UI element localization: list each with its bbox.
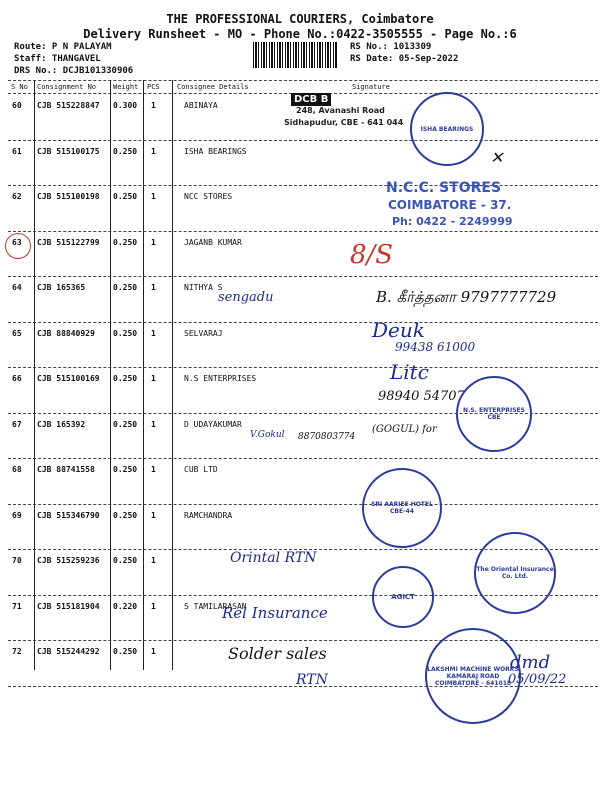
row-sno: 72 — [12, 647, 22, 656]
row-consignee: N.S ENTERPRISES — [184, 374, 257, 383]
row-consignment-no: CJB 515346790 — [37, 510, 100, 520]
row-66-signature: Litc — [390, 360, 429, 384]
row-pcs: 1 — [151, 419, 156, 429]
row-weight: 0.250 — [113, 465, 138, 474]
row-sno: 66 — [12, 374, 22, 383]
row-64-handwritten-name: sengadu — [218, 290, 274, 305]
row-72-rtn: RTN — [296, 672, 328, 688]
row-weight: 0.250 — [113, 556, 138, 565]
row-consignee: ISHA BEARINGS — [184, 146, 247, 156]
row-consignment-no: CJB 88741558 — [37, 465, 95, 474]
row-consignment-no: CJB 515100198 — [37, 192, 100, 201]
col-weight: Weight — [113, 83, 139, 91]
col-consignee: Consignee Details — [177, 83, 249, 91]
row-consignee: RAMCHANDRA — [184, 510, 233, 520]
row-63-circle-mark — [5, 233, 31, 259]
row-pcs: 1 — [151, 647, 156, 656]
row-consignment-no: CJB 515100175 — [37, 146, 100, 156]
row-weight: 0.220 — [113, 601, 138, 611]
row-pcs: 1 — [151, 465, 156, 474]
row-sno: 60 — [12, 101, 22, 110]
row-pcs: 1 — [151, 146, 156, 156]
hotel-stamp: SRI AARIEE HOTEL CBE-44 — [362, 468, 442, 548]
row-weight: 0.250 — [113, 192, 138, 201]
row-divider — [8, 322, 598, 323]
table-top-rule — [8, 80, 598, 81]
row-71-handwriting: Rel Insurance — [222, 604, 328, 622]
row-pcs: 1 — [151, 510, 156, 520]
row-sno: 65 — [12, 328, 22, 338]
row-weight: 0.250 — [113, 237, 138, 247]
row-weight: 0.250 — [113, 419, 138, 429]
row-sno: 61 — [12, 146, 22, 156]
row-consignment-no: CJB 88840929 — [37, 328, 95, 338]
row-pcs: 1 — [151, 328, 156, 338]
row-weight: 0.250 — [113, 374, 138, 383]
row-consignee: D UDAYAKUMAR — [184, 419, 242, 429]
row-67-handwriting-b: 8870803774 — [298, 432, 356, 442]
row-divider — [8, 185, 598, 186]
row-pcs: 1 — [151, 237, 156, 247]
row-sno: 63 — [12, 237, 22, 247]
row-64-signature: B. கீர்த்தனா 9797777729 — [376, 288, 557, 306]
signature-scribble: dmd — [510, 652, 551, 673]
rs-number: RS No.: 1013309 — [350, 42, 432, 52]
row-consignee: ABINAYA — [184, 101, 218, 110]
row-consignment-no: CJB 515244292 — [37, 647, 100, 656]
rs-date: RS Date: 05-Sep-2022 — [350, 54, 459, 64]
col-pcs: PCS — [147, 83, 160, 91]
row-consignee: NITHYA S — [184, 283, 223, 292]
row-consignee: CUB LTD — [184, 465, 218, 474]
row-weight: 0.250 — [113, 328, 138, 338]
row-divider — [8, 504, 598, 505]
agict-stamp: AGICT — [372, 566, 434, 628]
row-pcs: 1 — [151, 556, 156, 565]
staff-label: Staff: THANGAVEL — [14, 54, 101, 64]
barcode — [253, 42, 337, 68]
row-63-handwriting: 8/S — [350, 240, 394, 270]
dcb-stamp: DCB B — [291, 93, 331, 106]
ncc-stamp-line2: COIMBATORE - 37. — [388, 198, 512, 212]
row-67-handwriting-a: V.Gokul — [250, 430, 285, 440]
row-pcs: 1 — [151, 601, 156, 611]
row-70-handwriting: Orintal RTN — [230, 550, 317, 566]
ns-enterprises-stamp: N.S. ENTERPRISES CBE — [456, 376, 532, 452]
row-weight: 0.250 — [113, 510, 138, 520]
row-consignee: NCC STORES — [184, 192, 233, 201]
col-divider — [34, 80, 35, 670]
row-pcs: 1 — [151, 283, 156, 292]
row-sno: 69 — [12, 510, 22, 520]
row-sno: 62 — [12, 192, 22, 201]
row-66-phone: 98940 54707 — [378, 389, 465, 404]
dcb-address-line1: 248, Avanashi Road — [296, 106, 385, 115]
ncc-stamp-line3: Ph: 0422 - 2249999 — [392, 215, 513, 228]
row-sno: 70 — [12, 556, 22, 565]
route-label: Route: P N PALAYAM — [14, 42, 112, 52]
row-divider — [8, 458, 598, 459]
row-weight: 0.250 — [113, 283, 138, 292]
row-pcs: 1 — [151, 374, 156, 383]
row-consignment-no: CJB 515228847 — [37, 101, 100, 110]
row-72-handwriting: Solder sales — [228, 644, 327, 663]
dcb-address-line2: Sidhapudur, CBE - 641 044 — [284, 118, 404, 127]
row-consignment-no: CJB 165365 — [37, 283, 86, 292]
col-divider — [110, 80, 111, 670]
lakshmi-machine-works-stamp: LAKSHMI MACHINE WORKS KAMARAJ ROAD COIMBATORE - 641018 — [425, 628, 521, 724]
col-signature: Signature — [352, 83, 390, 91]
signature-date: 05/09/22 — [508, 672, 567, 687]
row-67-handwriting-c: (GOGUL) for — [372, 424, 437, 435]
row-divider — [8, 367, 598, 368]
row-consignment-no: CJB 515259236 — [37, 556, 100, 565]
col-divider — [172, 80, 173, 670]
row-65-phone: 99438 61000 — [395, 340, 476, 354]
row-weight: 0.300 — [113, 101, 138, 110]
row-divider — [8, 231, 598, 232]
row-divider — [8, 276, 598, 277]
row-sno: 64 — [12, 283, 22, 292]
row-pcs: 1 — [151, 192, 156, 201]
row-weight: 0.250 — [113, 146, 138, 156]
row-sno: 71 — [12, 601, 22, 611]
col-divider — [143, 80, 144, 670]
row-consignment-no: CJB 515100169 — [37, 374, 100, 383]
row-consignment-no: CJB 515181904 — [37, 601, 100, 611]
row-65-signature: Deuk — [372, 318, 425, 342]
runsheet-subtitle: Delivery Runsheet - MO - Phone No.:0422-3505555 - Page No.:6 — [83, 27, 517, 41]
row-consignment-no: CJB 165392 — [37, 419, 86, 429]
row-divider — [8, 640, 598, 641]
col-sno: S No — [11, 83, 28, 91]
row-sno: 67 — [12, 419, 22, 429]
row-consignee: JAGANB KUMAR — [184, 237, 242, 247]
drs-number: DRS No.: DCJB101330906 — [14, 66, 134, 76]
row-divider — [8, 140, 598, 141]
oriental-insurance-stamp: The Oriental Insurance Co. Ltd. — [474, 532, 556, 614]
row-sno: 68 — [12, 465, 22, 474]
row-consignee: SELVARAJ — [184, 328, 223, 338]
company-title: THE PROFESSIONAL COURIERS, Coimbatore — [166, 12, 434, 26]
row-pcs: 1 — [151, 101, 156, 110]
row-consignment-no: CJB 515122799 — [37, 237, 100, 247]
row-consignee: S TAMILARASAN — [184, 601, 247, 611]
col-consignment: Consignment No — [37, 83, 97, 91]
row-weight: 0.250 — [113, 647, 138, 656]
isha-bearings-stamp: ISHA BEARINGS — [410, 92, 484, 166]
signature-scribble: ✕ — [490, 148, 504, 167]
ncc-stamp-line1: N.C.C. STORES — [386, 180, 502, 196]
